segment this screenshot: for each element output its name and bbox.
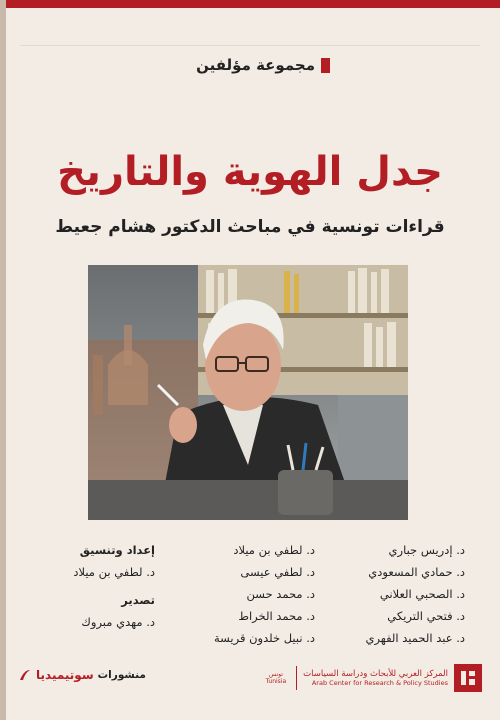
contributor-name: د. لطفي بن ميلاد [233, 543, 315, 557]
editor-name: د. لطفي بن ميلاد [73, 565, 155, 579]
contributor-name: د. حمادي المسعودي [368, 565, 465, 579]
center-logo-glyph [458, 668, 478, 688]
publisher-prefix: منشورات [97, 669, 146, 681]
publisher-swoosh-icon [18, 668, 32, 682]
center-name-en: Arab Center for Research & Policy Studies [311, 679, 448, 687]
center-city [266, 671, 287, 685]
author-photo [88, 265, 408, 520]
contributor-name: د. فتحي التريكي [387, 609, 465, 623]
editors-column [5, 539, 155, 633]
contributors-column-1 [345, 539, 465, 649]
book-subtitle: قراءات تونسية في مباحث الدكتور هشام جعيط [55, 217, 445, 237]
center-divider [296, 666, 297, 690]
contributor-name: د. الصحبي العلاني [379, 587, 465, 601]
authors-label-text: مجموعة مؤلفين [196, 56, 315, 74]
center-logo-icon [454, 664, 482, 692]
research-center-mark [266, 664, 482, 692]
preface-author: د. مهدي مبروك [81, 615, 155, 629]
header-rule [20, 45, 480, 46]
top-red-bar [0, 0, 500, 8]
center-name-ar: المركز العربي للأبحاث ودراسة السياسات [303, 669, 448, 679]
contributor-name: د. لطفي عيسى [240, 565, 315, 579]
publisher-brand: سوتيميديا [36, 668, 94, 682]
publisher-mark [18, 668, 146, 682]
contributor-name: د. عبد الحميد الفهري [365, 631, 465, 645]
book-title: جدل الهوية والتاريخ [57, 149, 443, 195]
contributor-name: د. نبيل خلدون قريسة [213, 631, 315, 645]
editing-label: إعداد وتنسيق [79, 543, 155, 557]
portrait-illustration [88, 265, 408, 520]
contributor-name: د. محمد حسن [246, 587, 315, 601]
center-names [303, 669, 448, 687]
center-city-en: Tunisia [265, 678, 287, 685]
red-square-icon [321, 58, 330, 73]
contributors-column-2 [185, 539, 315, 649]
contributor-name: د. إدريس جباري [388, 543, 465, 557]
preface-label: تصدير [121, 593, 155, 607]
contributor-name: د. محمد الخراط [238, 609, 315, 623]
authors-label [196, 56, 330, 74]
center-city-ar: تونس [268, 671, 283, 678]
